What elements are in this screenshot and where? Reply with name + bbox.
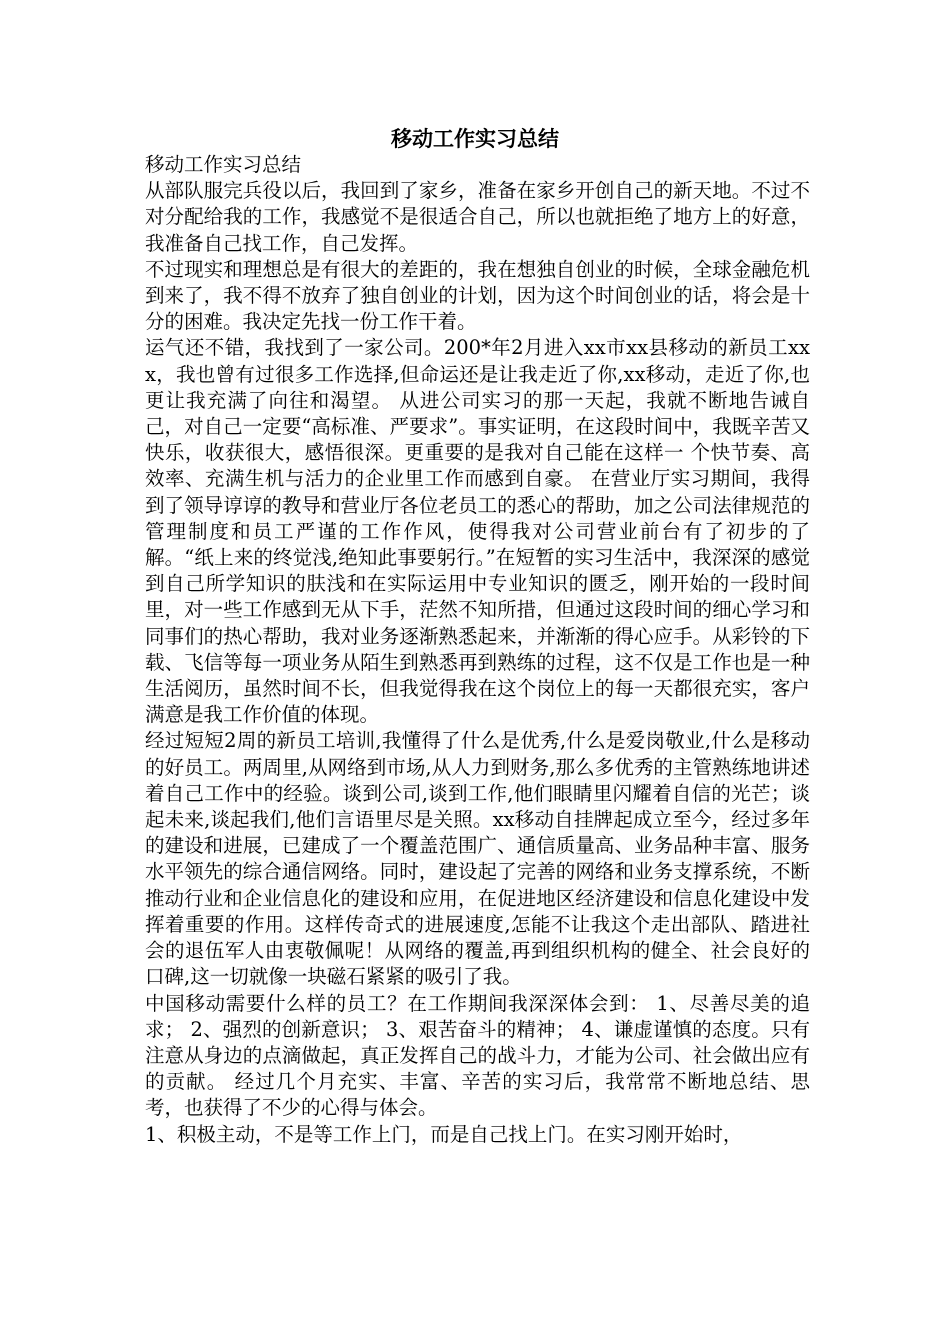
paragraph: 中国移动需要什么样的员工？在工作期间我深深体会到： 1、尽善尽美的追求； 2、强烈的创新意识； 3、艰苦奋斗的精神； 4、谦虚谨慎的态度。只有注意从身边的点滴做起，真正发挥自己的战斗力，才能为公司、社会做出应有的贡献。 经过几个月充实、丰富、辛苦的实习后，我常常不断地总结、思考，也获得了不少的心得与体会。 xyxy=(145,991,810,1120)
paragraph: 经过短短2周的新员工培训,我懂得了什么是优秀,什么是爱岗敬业,什么是移动的好员工。两周里,从网络到市场,从人力到财务,那么多优秀的主管熟练地讲述着自己工作中的经验。谈到公司,谈到工作,他们眼睛里闪耀着自信的光芒；谈起未来,谈起我们,他们言语里尽是关照。xx移动自挂牌起成立至今，经过多年的建设和进展，已建成了一个覆盖范围广、通信质量高、业务品种丰富、服务水平领先的综合通信网络。同时，建设起了完善的网络和业务支撑系统，不断推动行业和企业信息化的建设和应用，在促进地区经济建设和信息化建设中发挥着重要的作用。这样传奇式的进展速度,怎能不让我这个走出部队、踏进社会的退伍军人由衷敬佩呢！从网络的覆盖,再到组织机构的健全、社会良好的口碑,这一切就像一块磁石紧紧的吸引了我。 xyxy=(145,729,810,989)
document-body xyxy=(145,152,810,1148)
document-title: 移动工作实习总结 xyxy=(391,126,559,151)
paragraph: 不过现实和理想总是有很大的差距的，我在想独自创业的时候，全球金融危机到来了，我不得不放弃了独自创业的计划，因为这个时间创业的话，将会是十分的困难。我决定先找一份工作干着。 xyxy=(145,257,810,334)
paragraph: 从部队服完兵役以后，我回到了家乡，准备在家乡开创自己的新天地。不过不对分配给我的工作，我感觉不是很适合自己，所以也就拒绝了地方上的好意，我准备自己找工作，自己发挥。 xyxy=(145,179,810,255)
paragraph-subtitle: 移动工作实习总结 xyxy=(145,153,302,176)
paragraph: 1、积极主动，不是等工作上门，而是自己找上门。在实习刚开始时， xyxy=(145,1122,743,1146)
paragraph: 运气还不错，我找到了一家公司。200*年2月进入xx市xx县移动的新员工xxx，我也曾有过很多工作选择,但命运还是让我走近了你,xx移动，走近了你,也更让我充满了向往和渴望。 从进公司实习的那一天起，我就不断地告诫自己，对自己一定要“高标准、严要求”。事实证明，在这段时间中，我既辛苦又快乐，收获很大，感悟很深。更重要的是我对自己能在这样一 个快节奏、高效率、充满生机与活力的企业里工作而感到自豪。 在营业厅实习期间，我得到了领导谆谆的教导和营业厅各位老员工的悉心的帮助，加之公司法律规范的管理制度和员工严谨的工作作风，使得我对公司营业前台有了初步的了解。“纸上来的终觉浅,绝知此事要躬行。”在短暂的实习生活中，我深深的感觉到自己所学知识的肤浅和在实际运用中专业知识的匮乏，刚开始的一段时间里，对一些工作感到无从下手，茫然不知所措，但通过这段时间的细心学习和同事们的热心帮助，我对业务逐渐熟悉起来，并渐渐的得心应手。从彩铃的下载、飞信等每一项业务从陌生到熟悉再到熟练的过程，这不仅是工作也是一种生活阅历，虽然时间不长，但我觉得我在这个岗位上的每一天都很充实，客户满意是我工作价值的体现。 xyxy=(145,336,810,727)
